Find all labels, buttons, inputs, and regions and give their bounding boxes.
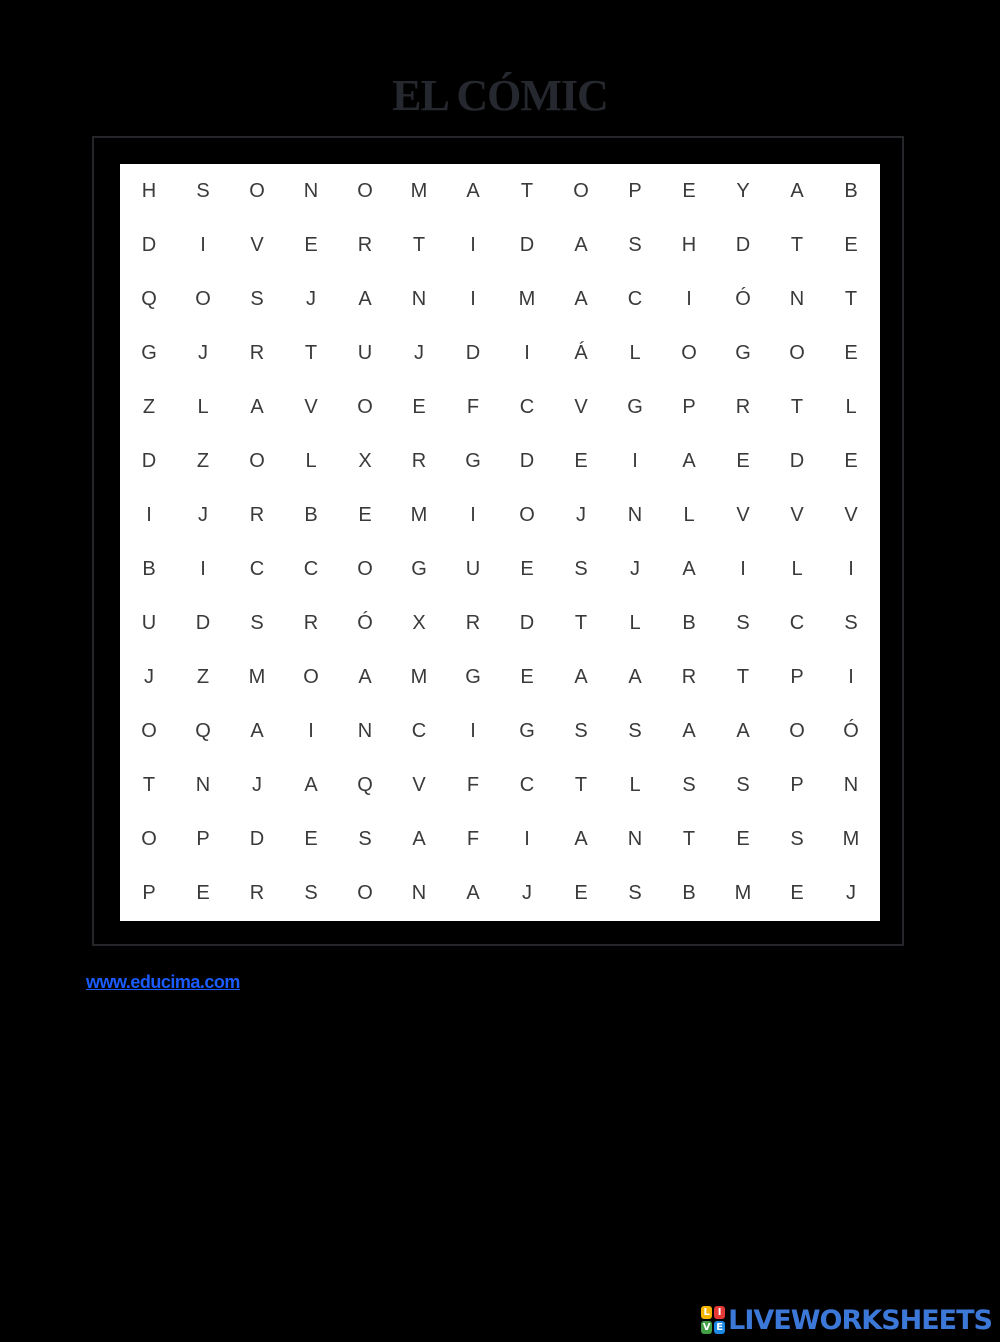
grid-cell[interactable]: I	[686, 287, 692, 310]
grid-cell[interactable]: J	[576, 503, 586, 526]
grid-cell[interactable]: E	[736, 827, 750, 850]
grid-cell[interactable]: D	[735, 233, 751, 256]
grid-cell[interactable]: Q	[195, 719, 211, 742]
grid-cell[interactable]: R	[249, 503, 265, 526]
grid-cell[interactable]: M	[248, 665, 266, 688]
word-search-grid[interactable]	[120, 164, 880, 921]
grid-cell[interactable]: P	[682, 395, 696, 418]
grid-cell[interactable]: N	[411, 287, 427, 310]
grid-cell[interactable]: S	[250, 611, 264, 634]
grid-cell[interactable]: N	[195, 773, 211, 796]
grid-cell[interactable]: D	[519, 233, 535, 256]
grid-cell[interactable]: I	[632, 449, 638, 472]
grid-cell[interactable]: Z	[142, 395, 156, 418]
grid-cell[interactable]: O	[249, 449, 265, 472]
grid-cell[interactable]: O	[249, 179, 265, 202]
grid-cell[interactable]: M	[410, 503, 428, 526]
grid-cell[interactable]: M	[410, 179, 428, 202]
grid-cell[interactable]: D	[141, 449, 157, 472]
grid-cell[interactable]: M	[842, 827, 860, 850]
grid-cell[interactable]: B	[844, 179, 858, 202]
grid-cell[interactable]: C	[249, 557, 265, 580]
grid-cell[interactable]: E	[844, 341, 858, 364]
grid-cell[interactable]: A	[358, 665, 372, 688]
grid-cell[interactable]: D	[519, 611, 535, 634]
grid-cell[interactable]: E	[736, 449, 750, 472]
grid-cell[interactable]: E	[304, 233, 318, 256]
grid-cell[interactable]: R	[411, 449, 427, 472]
grid-cell[interactable]: T	[520, 179, 534, 202]
grid-cell[interactable]: R	[735, 395, 751, 418]
grid-cell[interactable]: N	[627, 503, 643, 526]
grid-cell[interactable]: A	[466, 881, 480, 904]
grid-cell[interactable]: Q	[357, 773, 373, 796]
grid-cell[interactable]: M	[410, 665, 428, 688]
grid-cell[interactable]: S	[844, 611, 858, 634]
logo-tile: V	[702, 1322, 711, 1333]
grid-cell[interactable]: V	[250, 233, 264, 256]
grid-cell[interactable]: E	[574, 449, 588, 472]
liveworksheets-brand[interactable]	[700, 1302, 992, 1338]
grid-cell[interactable]: R	[465, 611, 481, 634]
grid-cell[interactable]: P	[790, 665, 804, 688]
grid-cell[interactable]: D	[465, 341, 481, 364]
page-title: EL CÓMIC	[392, 71, 608, 120]
grid-cell[interactable]: S	[682, 773, 696, 796]
grid-cell[interactable]: B	[682, 611, 696, 634]
grid-cell[interactable]: L	[629, 611, 641, 634]
grid-cell[interactable]: A	[574, 665, 588, 688]
grid-cell[interactable]: L	[305, 449, 317, 472]
grid-cell[interactable]: S	[574, 719, 588, 742]
grid-cell[interactable]: S	[736, 611, 750, 634]
grid-cell[interactable]: O	[789, 719, 805, 742]
grid-cell[interactable]: T	[790, 395, 804, 418]
grid-cell[interactable]: A	[358, 287, 372, 310]
grid-cell[interactable]: R	[249, 881, 265, 904]
grid-cell[interactable]: M	[518, 287, 536, 310]
grid-cell[interactable]: J	[198, 341, 208, 364]
grid-cell[interactable]: I	[848, 665, 854, 688]
grid-cell[interactable]: P	[628, 179, 642, 202]
grid-cell[interactable]: O	[303, 665, 319, 688]
grid-cell[interactable]: Y	[736, 179, 750, 202]
grid-cell[interactable]: S	[628, 233, 642, 256]
grid-cell[interactable]: E	[844, 449, 858, 472]
grid-cell[interactable]: R	[681, 665, 697, 688]
grid-cell[interactable]: A	[682, 449, 696, 472]
grid-cell[interactable]: H	[141, 179, 157, 202]
grid-cell[interactable]: O	[573, 179, 589, 202]
grid-cell[interactable]: L	[629, 773, 641, 796]
grid-cell[interactable]: N	[357, 719, 373, 742]
grid-cell[interactable]: H	[681, 233, 697, 256]
grid-cell[interactable]: I	[524, 341, 530, 364]
grid-cell[interactable]: O	[357, 881, 373, 904]
grid-cell[interactable]: D	[789, 449, 805, 472]
grid-cell[interactable]: E	[574, 881, 588, 904]
logo-tile: I	[714, 1306, 725, 1319]
grid-cell[interactable]: V	[736, 503, 750, 526]
grid-cell[interactable]: J	[252, 773, 262, 796]
grid-cell[interactable]: R	[249, 341, 265, 364]
grid-cell[interactable]: S	[628, 881, 642, 904]
grid-cell[interactable]: E	[358, 503, 372, 526]
grid-cell[interactable]: C	[627, 287, 643, 310]
grid-cell[interactable]: Z	[196, 665, 210, 688]
educima-link[interactable]: www.educima.com	[86, 972, 240, 992]
grid-cell[interactable]: C	[303, 557, 319, 580]
grid-cell[interactable]: Ó	[357, 611, 373, 634]
grid-cell[interactable]: V	[304, 395, 318, 418]
grid-cell[interactable]: S	[196, 179, 210, 202]
grid-cell[interactable]: T	[682, 827, 696, 850]
grid-cell[interactable]: O	[357, 179, 373, 202]
grid-cell[interactable]: I	[470, 503, 476, 526]
liveworksheets-logo-icon	[700, 1305, 726, 1335]
grid-cell[interactable]: I	[470, 719, 476, 742]
grid-cell[interactable]: A	[466, 179, 480, 202]
grid-cell[interactable]: T	[304, 341, 318, 364]
grid-cell[interactable]: A	[250, 719, 264, 742]
grid-cell[interactable]: O	[357, 557, 373, 580]
grid-cell[interactable]: J	[414, 341, 424, 364]
grid-cell[interactable]: A	[628, 665, 642, 688]
grid-cell[interactable]: O	[195, 287, 211, 310]
grid-cell[interactable]: I	[470, 233, 476, 256]
grid-cell[interactable]: I	[524, 827, 530, 850]
grid-cell[interactable]: D	[519, 449, 535, 472]
grid-cell[interactable]: O	[519, 503, 535, 526]
grid-cell[interactable]: Á	[574, 341, 588, 364]
grid-cell[interactable]: U	[141, 611, 157, 634]
grid-cell[interactable]: L	[683, 503, 695, 526]
logo-tile: L	[701, 1306, 712, 1319]
grid-cell[interactable]: Ó	[843, 719, 859, 742]
grid-cell[interactable]: L	[845, 395, 857, 418]
grid-cell[interactable]: E	[682, 179, 696, 202]
grid-cell[interactable]: S	[304, 881, 318, 904]
grid-cell[interactable]: I	[308, 719, 314, 742]
grid-cell[interactable]: R	[357, 233, 373, 256]
grid-cell[interactable]: T	[736, 665, 750, 688]
grid-cell[interactable]: V	[844, 503, 858, 526]
grid-cell[interactable]: D	[195, 611, 211, 634]
grid-cell[interactable]: D	[249, 827, 265, 850]
grid-cell[interactable]: X	[412, 611, 426, 634]
grid-cell[interactable]: I	[740, 557, 746, 580]
grid-cell[interactable]: P	[790, 773, 804, 796]
grid-cell[interactable]: J	[522, 881, 532, 904]
grid-cell[interactable]: N	[627, 827, 643, 850]
brand-name: LIVEWORKSHEETS	[728, 1304, 992, 1336]
grid-cell[interactable]: C	[519, 773, 535, 796]
grid-cell[interactable]: Ó	[735, 287, 751, 310]
grid-cell[interactable]: U	[465, 557, 481, 580]
grid-cell[interactable]: S	[790, 827, 804, 850]
grid-cell[interactable]: N	[843, 773, 859, 796]
grid-cell[interactable]: Z	[196, 449, 210, 472]
grid-cell[interactable]: S	[250, 287, 264, 310]
grid-cell[interactable]: M	[734, 881, 752, 904]
grid-cell[interactable]: T	[412, 233, 426, 256]
grid-cell[interactable]: B	[682, 881, 696, 904]
grid-cell[interactable]: T	[142, 773, 156, 796]
grid-cell[interactable]: A	[574, 233, 588, 256]
grid-cell[interactable]: G	[465, 665, 481, 688]
grid-cell[interactable]: A	[790, 179, 804, 202]
grid-cell[interactable]: E	[844, 233, 858, 256]
grid-cell[interactable]: T	[574, 773, 588, 796]
grid-cell[interactable]: S	[628, 719, 642, 742]
grid-cell[interactable]: E	[520, 557, 534, 580]
grid-cell[interactable]: I	[146, 503, 152, 526]
grid-cell[interactable]: G	[627, 395, 643, 418]
grid-cell[interactable]: L	[629, 341, 641, 364]
grid-cell[interactable]: S	[736, 773, 750, 796]
grid-cell[interactable]: A	[304, 773, 318, 796]
grid-cell[interactable]: V	[412, 773, 426, 796]
grid-cell[interactable]: C	[789, 611, 805, 634]
grid-cell[interactable]: E	[196, 881, 210, 904]
grid-cell[interactable]: A	[574, 287, 588, 310]
grid-cell[interactable]: C	[411, 719, 427, 742]
grid-cell[interactable]: F	[466, 395, 480, 418]
grid-cell[interactable]: B	[304, 503, 318, 526]
grid-cell[interactable]: G	[141, 341, 157, 364]
grid-cell[interactable]: E	[412, 395, 426, 418]
grid-cell[interactable]: V	[574, 395, 588, 418]
grid-cell[interactable]: T	[844, 287, 858, 310]
grid-cell[interactable]: L	[791, 557, 803, 580]
grid-cell[interactable]: N	[411, 881, 427, 904]
grid-cell[interactable]: O	[357, 395, 373, 418]
grid-cell[interactable]: I	[200, 557, 206, 580]
grid-cell[interactable]: T	[790, 233, 804, 256]
grid-cell[interactable]: F	[466, 773, 480, 796]
grid-cell[interactable]: A	[736, 719, 750, 742]
grid-cell[interactable]: O	[141, 719, 157, 742]
grid-cell[interactable]: P	[142, 881, 156, 904]
grid-cell[interactable]: X	[358, 449, 372, 472]
grid-cell[interactable]: G	[411, 557, 427, 580]
grid-cell[interactable]: E	[304, 827, 318, 850]
grid-cell[interactable]: J	[846, 881, 856, 904]
grid-cell[interactable]: U	[357, 341, 373, 364]
grid-cell[interactable]: I	[848, 557, 854, 580]
grid-cell[interactable]: R	[303, 611, 319, 634]
grid-cell[interactable]: Q	[141, 287, 157, 310]
grid-cell[interactable]: A	[250, 395, 264, 418]
grid-cell[interactable]: D	[141, 233, 157, 256]
grid-cell[interactable]: P	[196, 827, 210, 850]
grid-cell[interactable]: E	[790, 881, 804, 904]
grid-cell[interactable]: O	[141, 827, 157, 850]
grid-cell[interactable]: G	[735, 341, 751, 364]
grid-cell[interactable]: J	[306, 287, 316, 310]
grid-cell[interactable]: I	[470, 287, 476, 310]
grid-cell[interactable]: N	[789, 287, 805, 310]
grid-cell[interactable]: T	[574, 611, 588, 634]
grid-cell[interactable]: V	[790, 503, 804, 526]
grid-cell[interactable]: G	[519, 719, 535, 742]
grid-cell[interactable]: E	[520, 665, 534, 688]
grid-cell[interactable]: S	[358, 827, 372, 850]
grid-cell[interactable]: J	[144, 665, 154, 688]
grid-cell[interactable]: I	[200, 233, 206, 256]
grid-cell[interactable]: F	[466, 827, 480, 850]
grid-cell[interactable]: A	[682, 557, 696, 580]
grid-cell[interactable]: N	[303, 179, 319, 202]
logo-tile: E	[714, 1321, 725, 1334]
grid-cell[interactable]: O	[789, 341, 805, 364]
grid-cell[interactable]: A	[574, 827, 588, 850]
grid-cell[interactable]: L	[197, 395, 209, 418]
grid-cell[interactable]: C	[519, 395, 535, 418]
grid-cell[interactable]: O	[681, 341, 697, 364]
grid-cell[interactable]: G	[465, 449, 481, 472]
grid-cell[interactable]: A	[682, 719, 696, 742]
grid-cell[interactable]: B	[142, 557, 156, 580]
grid-cell[interactable]: J	[630, 557, 640, 580]
grid-cell[interactable]: S	[574, 557, 588, 580]
grid-cell[interactable]: A	[412, 827, 426, 850]
grid-cell[interactable]: J	[198, 503, 208, 526]
